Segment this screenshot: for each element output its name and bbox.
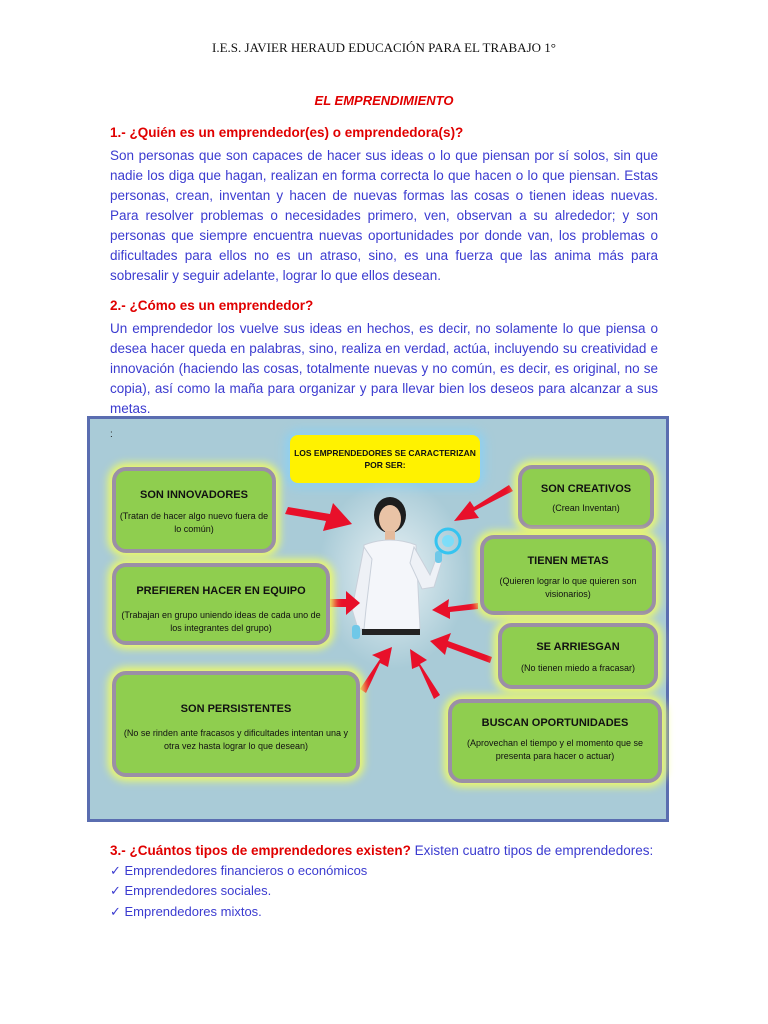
document-header: I.E.S. JAVIER HERAUD EDUCACIÓN PARA EL TRABAJO 1° <box>212 40 556 55</box>
box-prefieren-hacer-en-equipo <box>112 563 330 645</box>
question-3-answer: Existen cuatro tipos de emprendedores: <box>414 843 654 858</box>
box-title: SON INNOVADORES <box>140 489 248 501</box>
box-son-persistentes <box>112 671 360 777</box>
answer-1: Son personas que son capaces de hacer sus ideas o lo que piensan por sí solos, sin que nadie los diga que hagan, realizan en forma correcta lo que hacen o lo que piensan. Estas personas, crean, inventan y hacen de nuevas formas las cosas o tienen ideas nuevas. Para resolver problemas o necesidades primero, ven, observan a su alrededor; y son personas que siempre encuentra nuevas oportunidades por donde van, los problemas o dificultades para ellos no es un atraso, sino, es una fuerza que las anima más para sobresalir y seguir adelante, lograr lo que ellos desean. <box>110 148 658 283</box>
question-2: 2.- ¿Cómo es un emprendedor? <box>110 298 314 313</box>
arrow-from-persistentes <box>360 647 392 693</box>
list-item: ✓ Emprendedores financieros o económicos <box>110 863 368 878</box>
stray-colon: : <box>110 429 113 440</box>
box-description: (Aprovechan el tiempo y el momento que se presenta para hacer o actuar) <box>466 738 644 761</box>
box-title: SON PERSISTENTES <box>180 703 292 715</box>
question-3-text: 3.- ¿Cuántos tipos de emprendedores existen? <box>110 843 411 858</box>
arrow-from-creativos <box>454 485 513 521</box>
box-title: SON CREATIVOS <box>540 483 632 495</box>
box-description: (Crean Inventan) <box>552 503 620 513</box>
box-se-arriesgan <box>498 623 658 689</box>
box-son-innovadores <box>112 467 276 553</box>
box-title: SE ARRIESGAN <box>536 641 620 653</box>
box-son-creativos <box>518 465 654 529</box>
box-description: (Tratan de hacer algo nuevo fuera de lo común) <box>119 511 269 534</box>
box-title: PREFIEREN HACER EN EQUIPO <box>136 585 306 597</box>
list-item: ✓ Emprendedores mixtos. <box>110 904 262 919</box>
box-title: BUSCAN OPORTUNIDADES <box>481 717 629 729</box>
arrow-from-metas <box>432 599 478 619</box>
question-1: 1.- ¿Quién es un emprendedor(es) o emprendedora(s)? <box>110 125 464 140</box>
box-description: (Quieren lograr lo que quieren son visionarios) <box>499 576 637 599</box>
arrow-from-arriesgan <box>430 633 492 663</box>
characteristics-infographic <box>87 416 669 822</box>
arrow-from-oportunidades <box>410 649 440 699</box>
arrow-from-innovadores <box>285 503 352 531</box>
box-description: (No tienen miedo a fracasar) <box>520 663 636 673</box>
question-3 <box>110 843 653 858</box>
answer-2: Un emprendedor los vuelve sus ideas en hechos, es decir, no solamente lo que piensa o desea hacer queda en palabras, sino, realiza en verdad, actúa, incluyendo su creatividad e innovación (haciendo las cosas, totalmente nuevas y no común, es decir, es original, no se copia), así como la maña para organizar y para llevar bien los deseos para alcanzar a sus metas. <box>110 321 658 416</box>
box-title: TIENEN METAS <box>527 555 609 567</box>
box-tienen-metas <box>480 535 656 615</box>
box-description: (No se rinden ante fracasos y dificultades intentan una y otra vez hasta lograr lo que desean) <box>123 728 349 751</box>
box-buscan-oportunidades <box>448 699 662 783</box>
box-description: (Trabajan en grupo uniendo ideas de cada uno de los integrantes del grupo) <box>121 610 321 633</box>
document-title: EL EMPRENDIMIENTO <box>314 93 454 108</box>
list-item: ✓ Emprendedores sociales. <box>110 883 272 898</box>
infographic-heading-text: LOS EMPRENDEDORES SE CARACTERIZAN POR SER: <box>294 448 476 470</box>
